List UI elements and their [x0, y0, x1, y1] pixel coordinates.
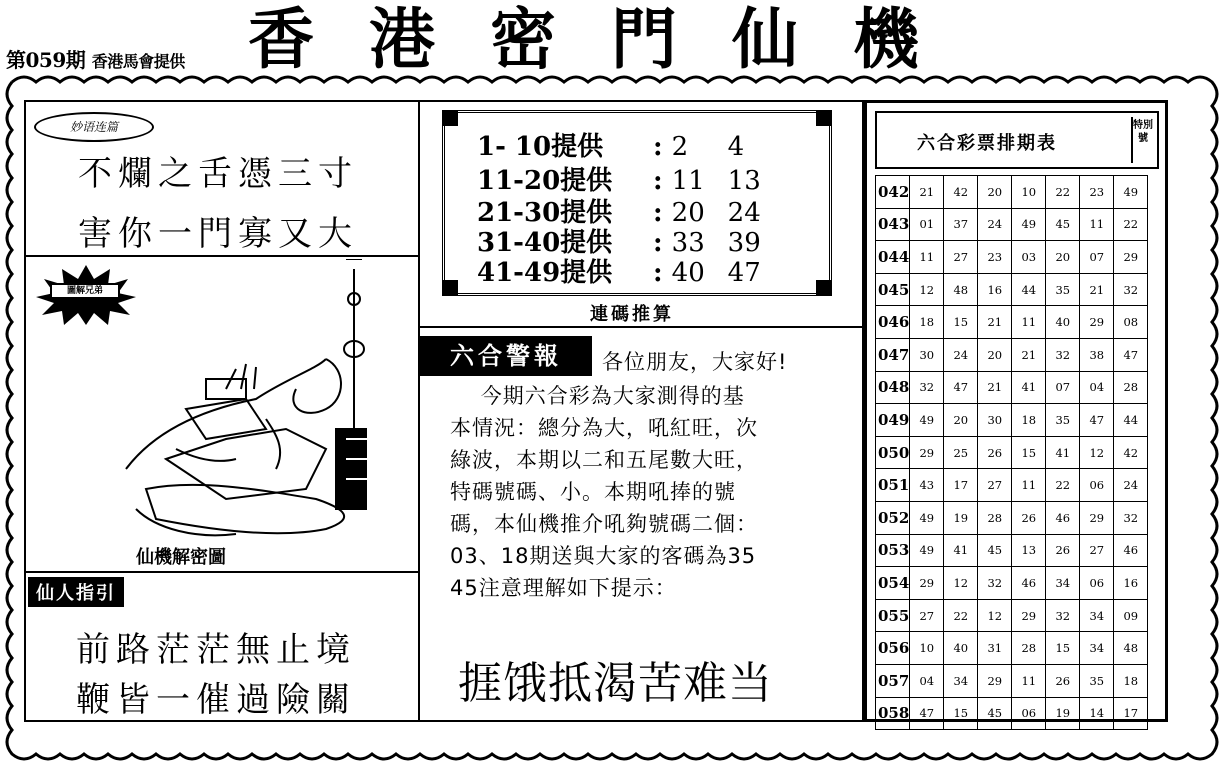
verse-line: 害你一門寡又大 [78, 214, 358, 254]
number-cell: 16 [978, 273, 1012, 306]
number-cell: 29 [1114, 241, 1148, 274]
number-cell: 40 [1046, 306, 1080, 339]
range-caption: 連碼推算 [590, 304, 674, 325]
number-cell: 29 [978, 664, 1012, 697]
number-cell: 14 [1080, 697, 1114, 730]
number-cell: 41 [944, 534, 978, 567]
number-cell: 09 [1114, 599, 1148, 632]
number-cell: 18 [1114, 664, 1148, 697]
divider [420, 326, 862, 328]
number-cell: 29 [1080, 306, 1114, 339]
number-cell: 06 [1012, 697, 1046, 730]
number-cell: 34 [1080, 632, 1114, 665]
number-cell: 38 [1080, 338, 1114, 371]
verse-panel-top [26, 102, 418, 257]
table-row [876, 632, 1148, 665]
number-cell: 12 [978, 599, 1012, 632]
number-cell: 15 [944, 697, 978, 730]
number-cell: 29 [910, 436, 944, 469]
period-cell: 049 [876, 404, 910, 437]
number-cell: 32 [910, 371, 944, 404]
number-cell: 29 [910, 567, 944, 600]
number-cell: 30 [910, 338, 944, 371]
number-cell: 20 [944, 404, 978, 437]
period-cell: 052 [876, 501, 910, 534]
number-cell: 37 [944, 208, 978, 241]
number-cell: 15 [1012, 436, 1046, 469]
range-row: 1- 10提供 : 2 4 [477, 132, 745, 162]
period-cell: 057 [876, 664, 910, 697]
number-cell: 32 [1046, 599, 1080, 632]
number-cell: 41 [1012, 371, 1046, 404]
number-cell: 26 [1012, 501, 1046, 534]
range-panel [442, 110, 832, 296]
number-cell: 12 [910, 273, 944, 306]
period-cell: 047 [876, 338, 910, 371]
number-cell: 16 [1114, 567, 1148, 600]
number-cell: 04 [1080, 371, 1114, 404]
provider-label: 香港馬會提供 [91, 52, 185, 71]
number-cell: 29 [1012, 599, 1046, 632]
guide-label: 仙人指引 [28, 577, 124, 607]
verse-line: 前路茫茫無止境 [76, 630, 356, 670]
number-cell: 49 [910, 404, 944, 437]
period-cell: 046 [876, 306, 910, 339]
number-cell: 10 [910, 632, 944, 665]
number-cell: 45 [1046, 208, 1080, 241]
table-row [876, 176, 1148, 209]
number-cell: 40 [944, 632, 978, 665]
number-cell: 48 [944, 273, 978, 306]
number-cell: 15 [944, 306, 978, 339]
table-row [876, 501, 1148, 534]
number-cell: 20 [978, 338, 1012, 371]
number-cell: 49 [1114, 176, 1148, 209]
number-cell: 34 [944, 664, 978, 697]
verse-line: 不爛之舌憑三寸 [78, 154, 358, 194]
number-cell: 25 [944, 436, 978, 469]
alert-label: 六合警報 [420, 336, 592, 376]
number-cell: 46 [1012, 567, 1046, 600]
number-cell: 12 [944, 567, 978, 600]
number-cell: 24 [978, 208, 1012, 241]
verse-line: 鞭皆一催過險關 [76, 680, 356, 720]
number-cell: 28 [1012, 632, 1046, 665]
period-cell: 044 [876, 241, 910, 274]
number-cell: 08 [1114, 306, 1148, 339]
period-cell: 056 [876, 632, 910, 665]
table-row [876, 404, 1148, 437]
body-text-line: 碼，本仙機推介吼夠號碼二個： [450, 512, 758, 536]
table-row [876, 273, 1148, 306]
number-cell: 28 [1114, 371, 1148, 404]
number-cell: 27 [978, 469, 1012, 502]
range-row: 21-30提供 : 20 24 [477, 198, 761, 228]
middle-column [420, 100, 864, 722]
number-cell: 43 [910, 469, 944, 502]
number-cell: 22 [944, 599, 978, 632]
number-cell: 20 [1046, 241, 1080, 274]
number-cell: 27 [910, 599, 944, 632]
table-row [876, 664, 1148, 697]
number-cell: 34 [1046, 567, 1080, 600]
body-text-line: 今期六合彩為大家測得的基 [450, 384, 745, 408]
left-column [24, 100, 420, 722]
period-cell: 053 [876, 534, 910, 567]
number-cell: 30 [978, 404, 1012, 437]
issue-label: 第059期 [6, 48, 86, 72]
number-cell: 28 [978, 501, 1012, 534]
schedule-table [875, 175, 1148, 730]
body-text-line: 本情況：總分為大，吼紅旺，次 [450, 416, 758, 440]
period-cell: 045 [876, 273, 910, 306]
table-row [876, 208, 1148, 241]
number-cell: 32 [1114, 501, 1148, 534]
number-cell: 32 [1114, 273, 1148, 306]
greeting-text: 各位朋友，大家好! [602, 350, 788, 374]
number-cell: 24 [1114, 469, 1148, 502]
number-cell: 47 [910, 697, 944, 730]
number-cell: 32 [978, 567, 1012, 600]
period-cell: 048 [876, 371, 910, 404]
number-cell: 21 [1012, 338, 1046, 371]
table-row [876, 371, 1148, 404]
number-cell: 46 [1114, 534, 1148, 567]
table-row [876, 436, 1148, 469]
table-row [876, 697, 1148, 730]
corner-ornament-icon [442, 280, 458, 296]
number-cell: 10 [1012, 176, 1046, 209]
number-cell: 07 [1046, 371, 1080, 404]
table-row [876, 567, 1148, 600]
number-cell: 42 [1114, 436, 1148, 469]
table-row [876, 306, 1148, 339]
number-cell: 34 [1080, 599, 1114, 632]
body-text-line: 03、18期送與大家的客碼為35 [450, 544, 757, 568]
corner-ornament-icon [816, 110, 832, 126]
number-cell: 22 [1114, 208, 1148, 241]
table-title: 六合彩票排期表 [917, 133, 1057, 154]
number-cell: 21 [910, 176, 944, 209]
number-cell: 19 [1046, 697, 1080, 730]
period-cell: 043 [876, 208, 910, 241]
schedule-panel [864, 100, 1168, 722]
number-cell: 15 [1046, 632, 1080, 665]
table-row [876, 469, 1148, 502]
number-cell: 21 [1080, 273, 1114, 306]
number-cell: 19 [944, 501, 978, 534]
number-cell: 17 [944, 469, 978, 502]
number-cell: 42 [944, 176, 978, 209]
number-cell: 17 [1114, 697, 1148, 730]
number-cell: 27 [944, 241, 978, 274]
period-cell: 050 [876, 436, 910, 469]
range-row: 31-40提供 : 33 39 [477, 228, 761, 258]
range-row: 11-20提供 : 11 13 [477, 166, 761, 196]
number-cell: 06 [1080, 567, 1114, 600]
number-cell: 22 [1046, 469, 1080, 502]
number-cell: 27 [1080, 534, 1114, 567]
period-cell: 054 [876, 567, 910, 600]
number-cell: 32 [1046, 338, 1080, 371]
number-cell: 11 [1012, 664, 1046, 697]
number-cell: 41 [1046, 436, 1080, 469]
number-cell: 49 [910, 534, 944, 567]
number-cell: 35 [1046, 404, 1080, 437]
period-cell: 055 [876, 599, 910, 632]
period-cell: 042 [876, 176, 910, 209]
number-cell: 24 [944, 338, 978, 371]
corner-ornament-icon [816, 280, 832, 296]
number-cell: 47 [944, 371, 978, 404]
number-cell: 45 [978, 534, 1012, 567]
number-cell: 29 [1080, 501, 1114, 534]
table-header [875, 111, 1159, 169]
number-cell: 03 [1012, 241, 1046, 274]
number-cell: 47 [1080, 404, 1114, 437]
number-cell: 47 [1114, 338, 1148, 371]
number-cell: 11 [910, 241, 944, 274]
illustration-panel [26, 259, 418, 573]
table-row [876, 534, 1148, 567]
number-cell: 49 [910, 501, 944, 534]
number-cell: 31 [978, 632, 1012, 665]
badge-label: 圖解兄弟 [50, 283, 120, 299]
body-text-line: 特碼號碼、小。本期吼捧的號 [450, 480, 736, 504]
number-cell: 06 [1080, 469, 1114, 502]
body-text-line: 45注意理解如下提示： [450, 576, 677, 600]
table-row [876, 338, 1148, 371]
number-cell: 11 [1080, 208, 1114, 241]
number-cell: 18 [1012, 404, 1046, 437]
number-cell: 44 [1114, 404, 1148, 437]
tag-oval: 妙语连篇 [34, 112, 154, 142]
number-cell: 11 [1012, 469, 1046, 502]
issue-number [6, 44, 185, 73]
number-cell: 07 [1080, 241, 1114, 274]
number-cell: 23 [1080, 176, 1114, 209]
number-cell: 46 [1046, 501, 1080, 534]
number-cell: 35 [1046, 273, 1080, 306]
number-cell: 12 [1080, 436, 1114, 469]
page-title: 香港密門仙機 [248, 1, 974, 78]
number-cell: 20 [978, 176, 1012, 209]
period-cell: 058 [876, 697, 910, 730]
number-cell: 48 [1114, 632, 1148, 665]
number-cell: 45 [978, 697, 1012, 730]
number-cell: 04 [910, 664, 944, 697]
table-row [876, 599, 1148, 632]
number-cell: 18 [910, 306, 944, 339]
number-cell: 26 [1046, 534, 1080, 567]
number-cell: 01 [910, 208, 944, 241]
period-cell: 051 [876, 469, 910, 502]
number-cell: 44 [1012, 273, 1046, 306]
table-row [876, 241, 1148, 274]
number-cell: 21 [978, 306, 1012, 339]
range-row: 41-49提供 : 40 47 [477, 258, 761, 288]
sage-illustration-icon [26, 259, 418, 573]
number-cell: 11 [1012, 306, 1046, 339]
illustration-caption: 仙機解密圖 [136, 547, 226, 568]
number-cell: 22 [1046, 176, 1080, 209]
number-cell: 21 [978, 371, 1012, 404]
number-cell: 26 [1046, 664, 1080, 697]
number-cell: 35 [1080, 664, 1114, 697]
number-cell: 26 [978, 436, 1012, 469]
corner-ornament-icon [442, 110, 458, 126]
body-text-line: 綠波，本期以二和五尾數大旺， [450, 448, 758, 472]
number-cell: 23 [978, 241, 1012, 274]
special-number-tag: 特別號 [1131, 117, 1153, 163]
slogan-text: 捱饿抵渴苦难当 [458, 658, 773, 709]
number-cell: 49 [1012, 208, 1046, 241]
number-cell: 13 [1012, 534, 1046, 567]
